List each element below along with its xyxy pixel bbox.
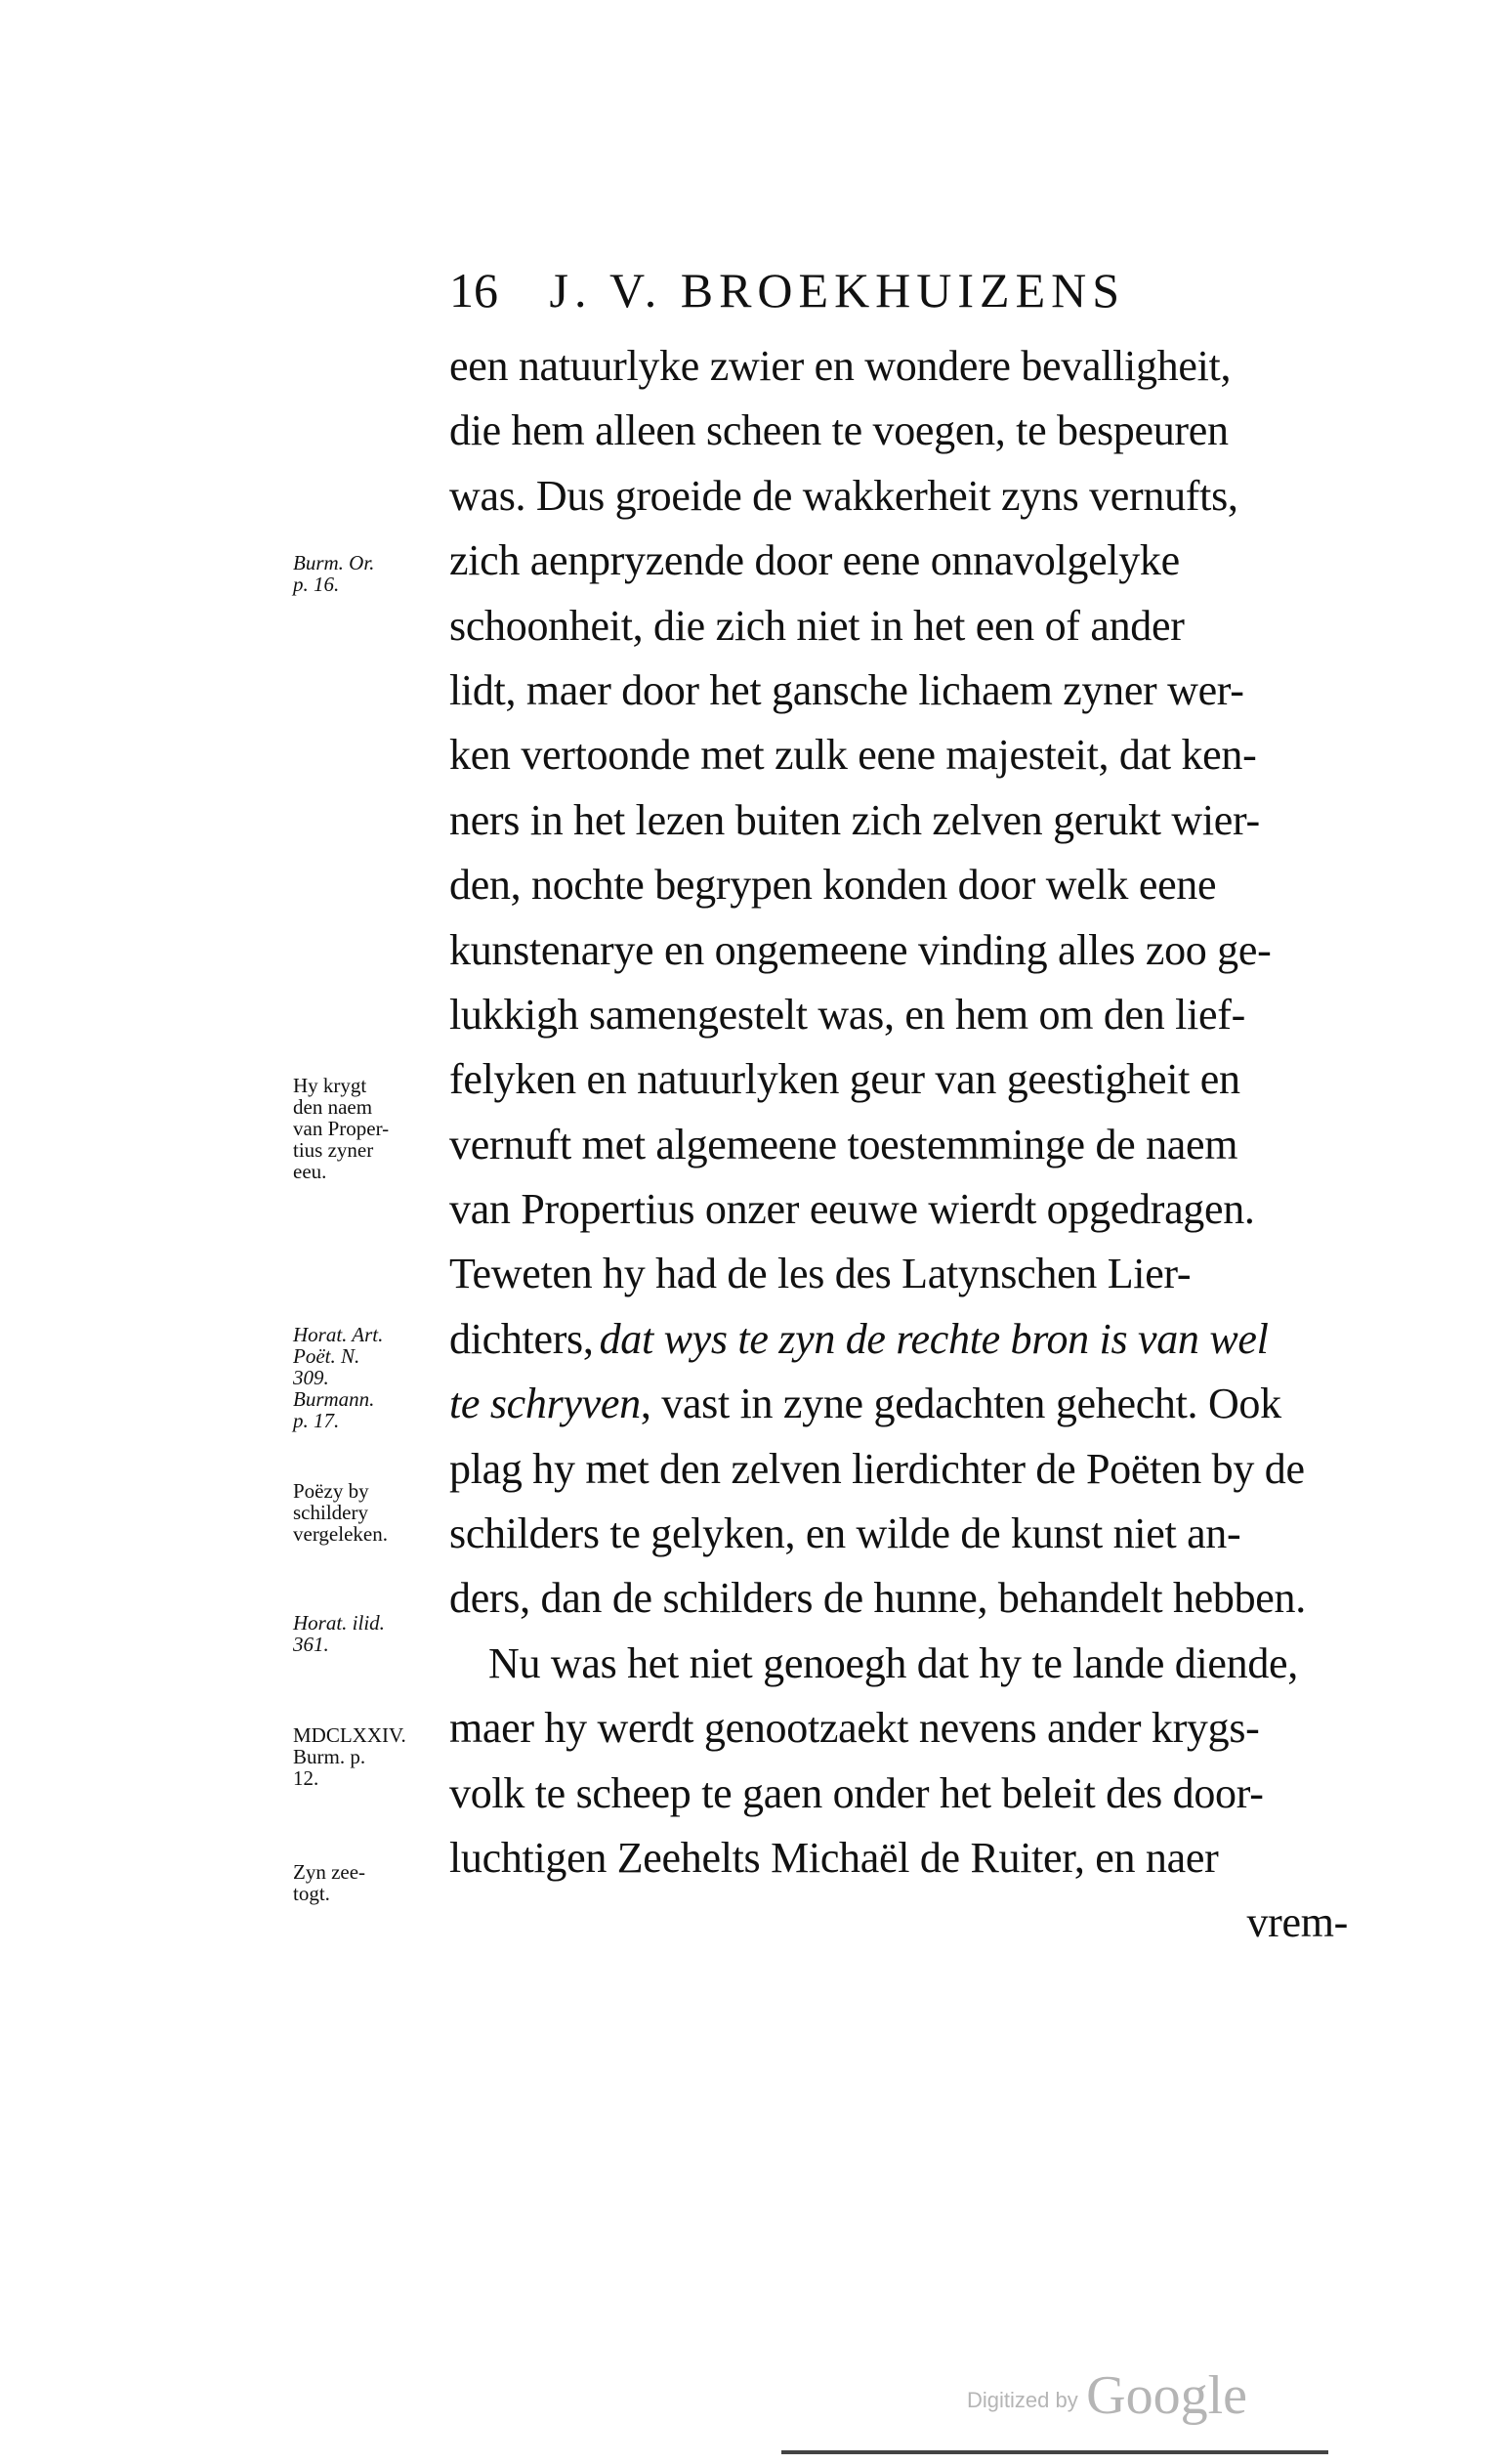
- text-line: [449, 788, 1348, 853]
- margin-note-line: Horat. Art.: [293, 1323, 384, 1346]
- italic-segment: dat wys te zyn de rechte bron is van wel: [599, 1314, 1269, 1363]
- text-segment: ners in het lezen buiten zich zelven gerukt wier-: [449, 795, 1260, 844]
- margin-note-line: Horat. ilid.: [293, 1611, 385, 1635]
- text-line: [449, 1113, 1348, 1177]
- text-line: [449, 464, 1348, 529]
- text-line: [449, 1177, 1348, 1242]
- margin-note-line: eeu.: [293, 1160, 327, 1183]
- margin-note-line: Burm. p.: [293, 1745, 366, 1768]
- text-segment: plag hy met den zelven lierdichter de Poëten by de: [449, 1444, 1305, 1493]
- running-header: [449, 256, 1358, 324]
- text-segment: lidt, maer door het gansche lichaem zyner wer-: [449, 665, 1244, 714]
- text-segment: lukkigh samengestelt was, en hem om den lief-: [449, 990, 1245, 1039]
- text-line: [449, 1437, 1348, 1502]
- text-segment: , vast in zyne gedachten gehecht. Ook: [640, 1380, 1281, 1428]
- scan-edge-mark: [781, 2450, 1328, 2454]
- catchword-line: [449, 1890, 1348, 1955]
- text-line: [449, 1047, 1348, 1112]
- catchword: vrem-: [1246, 1898, 1348, 1947]
- google-logo: Google: [1086, 2365, 1248, 2426]
- margin-note-line: tius zyner: [293, 1138, 374, 1162]
- margin-note: [293, 1075, 420, 1182]
- text-line: [449, 1502, 1348, 1566]
- text-line: [449, 1632, 1348, 1696]
- text-segment: die hem alleen scheen te voegen, te bespeuren: [449, 406, 1229, 455]
- margin-note-line: Zyn zee-: [293, 1860, 366, 1884]
- text-segment: kunstenarye en ongemeene vinding alles zoo ge-: [449, 925, 1272, 974]
- margin-note-line: MDCLXXIV.: [293, 1723, 406, 1747]
- text-line: [449, 1242, 1348, 1306]
- text-segment: den, nochte begrypen konden door welk eene: [449, 861, 1217, 910]
- google-watermark: [967, 2364, 1247, 2427]
- margin-note-line: 309.: [293, 1366, 329, 1389]
- text-line: [449, 983, 1348, 1047]
- text-segment: een natuurlyke zwier en wondere bevalligheit,: [449, 342, 1232, 390]
- digitized-by-label: Digitized by: [967, 2388, 1078, 2412]
- text-segment: was. Dus groeide de wakkerheit zyns vernufts,: [449, 471, 1238, 520]
- running-title: J. V. BROEKHUIZENS: [549, 263, 1126, 318]
- margin-note-line: 12.: [293, 1766, 319, 1790]
- text-segment: Nu was het niet genoegh dat hy te lande diende,: [488, 1638, 1298, 1687]
- text-line: [449, 399, 1348, 463]
- text-segment: ders, dan de schilders de hunne, behandelt hebben.: [449, 1574, 1306, 1623]
- text-line: [449, 1566, 1348, 1631]
- text-segment: vernuft met algemeene toestemminge de naem: [449, 1120, 1238, 1168]
- margin-note-line: schildery: [293, 1501, 368, 1524]
- text-line: [449, 853, 1348, 917]
- margin-note-line: van Proper-: [293, 1117, 390, 1140]
- text-line: [449, 1307, 1348, 1372]
- margin-note: [293, 552, 420, 595]
- text-segment: schilders te gelyken, en wilde de kunst niet an-: [449, 1509, 1241, 1558]
- text-segment: felyken en natuurlyken geur van geestigheit en: [449, 1055, 1240, 1104]
- text-line: [449, 1762, 1348, 1826]
- text-line: [449, 658, 1348, 723]
- text-segment: maer hy werdt genootzaekt nevens ander krygs-: [449, 1704, 1260, 1753]
- body-text: [449, 334, 1348, 1956]
- margin-note-line: vergeleken.: [293, 1522, 388, 1546]
- margin-note-line: Burm. Or.: [293, 551, 375, 574]
- margin-note-line: togt.: [293, 1882, 330, 1905]
- text-line: [449, 1372, 1348, 1436]
- text-line: [449, 1696, 1348, 1761]
- margin-note: [293, 1612, 420, 1655]
- margin-note-line: p. 17.: [293, 1409, 340, 1432]
- page-number: 16: [449, 263, 498, 318]
- text-line: [449, 529, 1348, 593]
- margin-note-line: p. 16.: [293, 573, 340, 596]
- text-segment: volk te scheep te gaen onder het beleit des door-: [449, 1768, 1264, 1817]
- margin-note-line: Hy krygt: [293, 1074, 367, 1097]
- text-line: [449, 594, 1348, 658]
- margin-note: [293, 1324, 420, 1431]
- text-segment: ken vertoonde met zulk eene majesteit, dat ken-: [449, 731, 1257, 780]
- margin-note-line: Poëzy by: [293, 1479, 369, 1503]
- margin-note-line: Poët. N.: [293, 1344, 360, 1368]
- italic-segment: te schryven: [449, 1380, 641, 1428]
- text-segment: van Propertius onzer eeuwe wierdt opgedragen.: [449, 1185, 1255, 1234]
- margin-note: [293, 1724, 420, 1789]
- margin-note-line: 361.: [293, 1633, 329, 1656]
- text-line: [449, 334, 1348, 399]
- text-line: [449, 723, 1348, 787]
- text-segment: Teweten hy had de les des Latynschen Lier-: [449, 1250, 1192, 1298]
- margin-note-line: den naem: [293, 1095, 373, 1119]
- text-line: [449, 918, 1348, 983]
- text-line: [449, 1826, 1348, 1890]
- text-segment: luchtigen Zeehelts Michaël de Ruiter, en naer: [449, 1833, 1219, 1882]
- text-segment: zich aenpryzende door eene onnavolgelyke: [449, 536, 1180, 585]
- margin-note-line: Burmann.: [293, 1387, 375, 1411]
- text-segment: schoonheit, die zich niet in het een of ander: [449, 601, 1185, 650]
- margin-note: [293, 1480, 420, 1545]
- margin-note: [293, 1861, 420, 1904]
- text-segment: dichters,: [449, 1314, 594, 1363]
